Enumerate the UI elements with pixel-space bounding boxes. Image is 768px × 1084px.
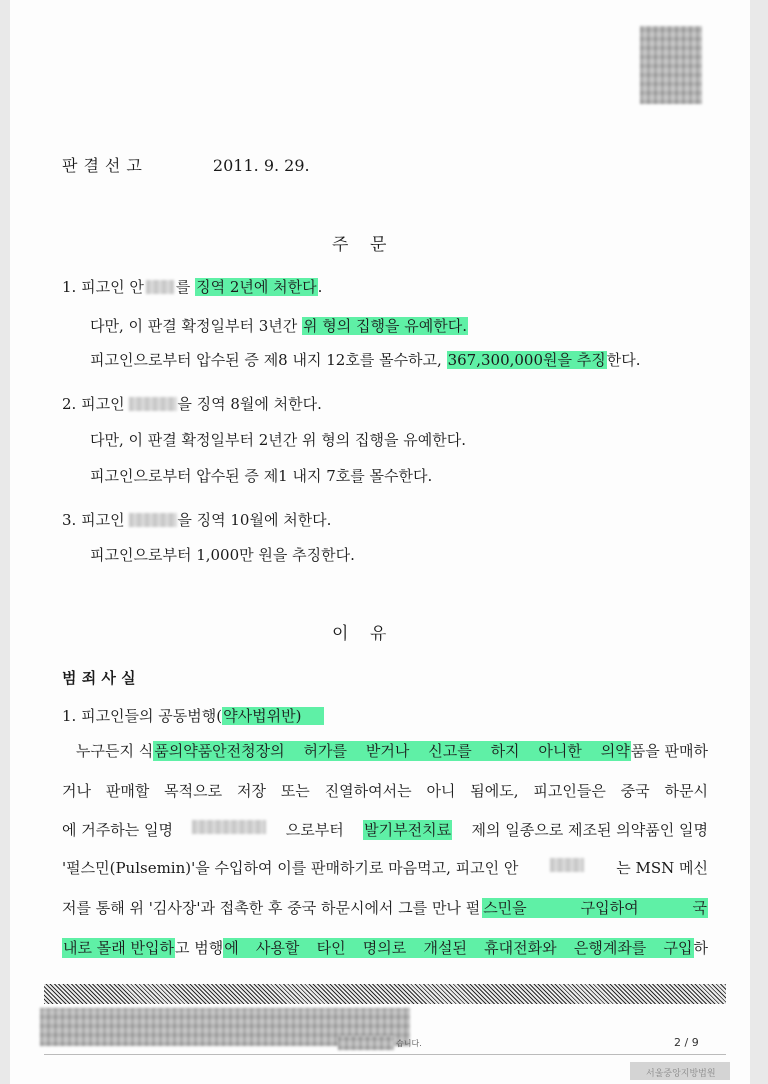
order-heading: 주 문 — [332, 235, 387, 255]
highlight-amount: 367,300,000원을 추징 — [447, 351, 606, 369]
redacted-name — [129, 397, 177, 411]
redacted-name — [129, 513, 177, 527]
highlight-import: 스민을 구입하여 국 — [483, 899, 707, 917]
highlight-kfda: 품의약품안전청장의 허가를 받거나 신고를 하지 아니한 의약 — [154, 742, 630, 760]
order-item-1-forfeit: 피고인으로부터 압수된 증 제8 내지 12호를 몰수하고, 367,300,000원을 추징한다. — [90, 351, 641, 369]
footer-rule — [44, 1054, 726, 1055]
redacted-name — [146, 280, 174, 294]
order-item-3: 3. 피고인 을 징역 10월에 처한다. — [62, 511, 332, 529]
facts-subheading-1: 1. 피고인들의 공동범행(약사법위반) — [62, 706, 301, 726]
highlight-smuggle: 내로 몰래 반입하 — [63, 939, 174, 957]
reason-heading: 이 유 — [332, 624, 387, 644]
facts-heading: 범 죄 사 실 — [62, 669, 136, 687]
order-item-2: 2. 피고인 을 징역 8월에 처한다. — [62, 395, 322, 413]
facts-para-line-6: 내로 몰래 반입하 고 범행 에 사용할 타인 명의로 개설된 휴대전화와 은행계좌를 구입 하 — [63, 939, 708, 957]
highlight-charge: 약사법위반 — [222, 707, 323, 725]
order-item-1-probation: 다만, 이 판결 확정일부터 3년간 위 형의 집행을 유예한다. — [90, 317, 468, 335]
page-number: 2 / 9 — [674, 1036, 699, 1049]
facts-para-line-5: 저를 통해 위 '김사장'과 접촉한 후 중국 하문시에서 그를 만나 펄 스민을 구입하여 국 — [62, 899, 707, 917]
order-item-2-forfeit: 피고인으로부터 압수된 증 제1 내지 7호를 몰수한다. — [90, 467, 433, 485]
facts-para-line-4: '펄스민(Pulsemin)'을 수입하여 이를 판매하기로 마음먹고, 피고인 안 는 MSN 메신 — [62, 859, 708, 877]
facts-para-line-1: 누구든지 식 품의약품안전청장의 허가를 받거나 신고를 하지 아니한 의약 품을 판매하 — [76, 742, 708, 760]
highlight-ed-drug: 발기부전치료 — [364, 821, 452, 839]
verdict-date-line — [62, 156, 310, 176]
redacted-footer-small — [338, 1036, 394, 1050]
footer-notice-tail: 습니다. — [396, 1039, 422, 1048]
facts-para-line-3: 에 거주하는 일명 으로부터 발기부전치료 제의 일종으로 제조된 의약품인 일명 — [62, 821, 708, 839]
highlight-sentence: 징역 2년에 처한다 — [196, 278, 317, 296]
footer-security-pattern — [44, 984, 726, 1004]
order-item-3-collect: 피고인으로부터 1,000만 원을 추징한다. — [90, 546, 355, 564]
highlight-probation: 위 형의 집행을 유예한다. — [303, 317, 468, 335]
verdict-date: 2011. 9. 29. — [212, 156, 310, 175]
order-item-2-probation: 다만, 이 판결 확정일부터 2년간 위 형의 집행을 유예한다. — [90, 431, 467, 449]
order-item-1: 1. 피고인 안 를 징역 2년에 처한다. — [62, 278, 323, 296]
redacted-name — [192, 820, 266, 834]
facts-para-line-2: 거나 판매할 목적으로 저장 또는 진열하여서는 아니 됨에도, 피고인들은 중국 하문시 — [62, 782, 708, 800]
redacted-stamp — [640, 26, 702, 104]
court-stamp-text: 서울중앙지방법원 — [646, 1069, 716, 1079]
redacted-name — [550, 858, 584, 872]
document-page — [10, 0, 750, 1084]
highlight-phone-account: 에 사용할 타인 명의로 개설된 휴대전화와 은행계좌를 구입 — [224, 939, 693, 957]
verdict-label: 판결선고 — [62, 156, 148, 175]
